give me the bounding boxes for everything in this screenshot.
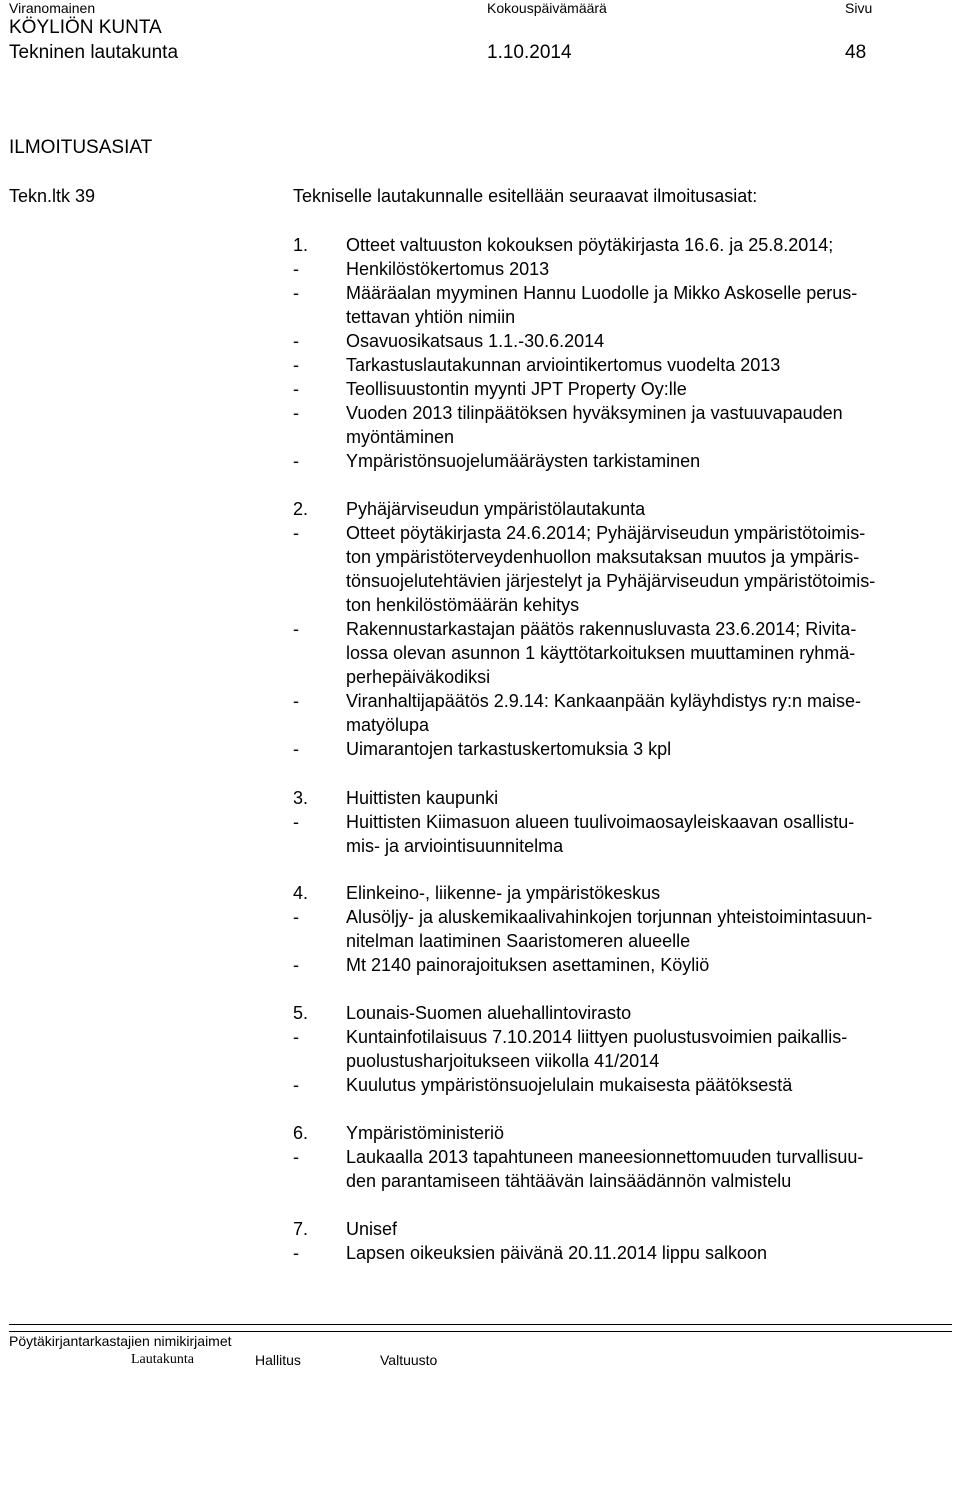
list-text: Kuulutus ympäristönsuojelulain mukaisesta päätöksestä — [346, 1075, 793, 1095]
list-text: lossa olevan asunnon 1 käyttötarkoituksen muuttaminen ryhmä- — [346, 643, 856, 663]
meeting-date: 1.10.2014 — [487, 42, 572, 63]
list-text: mis- ja arviointisuunnitelma — [346, 836, 564, 856]
footer-divider — [9, 1324, 952, 1325]
section-title: ILMOITUSASIAT — [9, 137, 153, 158]
list-item — [0, 449, 960, 473]
list-item — [0, 786, 960, 810]
list-dash: - — [293, 259, 299, 279]
list-item — [0, 377, 960, 401]
organization-name: KÖYLIÖN KUNTA — [9, 17, 162, 38]
list-item-continuation — [0, 1049, 960, 1073]
list-text: myöntäminen — [346, 427, 455, 447]
header-page-label: Sivu — [845, 0, 873, 16]
list-item — [0, 1001, 960, 1025]
list-text: Elinkeino-, liikenne- ja ympäristökeskus — [346, 883, 661, 903]
footer-col-lautakunta: Lautakunta — [131, 1352, 194, 1367]
list-text: Otteet pöytäkirjasta 24.6.2014; Pyhäjärviseudun ympäristötoimis- — [346, 523, 866, 543]
list-item — [0, 353, 960, 377]
list-text: Pyhäjärviseudun ympäristölautakunta — [346, 499, 646, 519]
list-item — [0, 881, 960, 905]
list-text: Otteet valtuuston kokouksen pöytäkirjasta 16.6. ja 25.8.2014; — [346, 235, 834, 255]
list-item — [0, 737, 960, 761]
list-text: tettavan yhtiön nimiin — [346, 307, 516, 327]
list-number: 6. — [293, 1123, 309, 1143]
footer-col-valtuusto: Valtuusto — [380, 1352, 438, 1368]
list-text: Kuntainfotilaisuus 7.10.2014 liittyen puolustusvoimien paikallis- — [346, 1027, 848, 1047]
list-text: nitelman laatiminen Saaristomeren alueelle — [346, 931, 691, 951]
list-dash: - — [293, 739, 299, 759]
list-item — [0, 233, 960, 257]
list-item — [0, 1121, 960, 1145]
list-text: Mt 2140 painorajoituksen asettaminen, Köyliö — [346, 955, 710, 975]
list-text: ton ympäristöterveydenhuollon maksutaksan muutos ja ympäris- — [346, 547, 860, 567]
list-item-continuation — [0, 305, 960, 329]
list-dash: - — [293, 1075, 299, 1095]
list-item-continuation — [0, 834, 960, 858]
list-item-continuation — [0, 545, 960, 569]
list-text: ton henkilöstömäärän kehitys — [346, 595, 580, 615]
list-item — [0, 329, 960, 353]
list-dash: - — [293, 451, 299, 471]
list-item-continuation — [0, 641, 960, 665]
page-number: 48 — [845, 42, 867, 63]
list-text: Rakennustarkastajan päätös rakennusluvasta 23.6.2014; Rivita- — [346, 619, 857, 639]
list-text: Uimarantojen tarkastuskertomuksia 3 kpl — [346, 739, 672, 759]
list-text: matyölupa — [346, 715, 430, 735]
list-dash: - — [293, 523, 299, 543]
list-dash: - — [293, 907, 299, 927]
list-item — [0, 1241, 960, 1265]
list-item — [0, 953, 960, 977]
list-text: Alusöljy- ja aluskemikaalivahinkojen torjunnan yhteistoimintasuun- — [346, 907, 873, 927]
list-item — [0, 497, 960, 521]
list-dash: - — [293, 1027, 299, 1047]
header-authority-label: Viranomainen — [9, 0, 96, 16]
list-text: Lounais-Suomen aluehallintovirasto — [346, 1003, 632, 1023]
list-text: Lapsen oikeuksien päivänä 20.11.2014 lippu salkoon — [346, 1243, 767, 1263]
list-dash: - — [293, 355, 299, 375]
list-item-continuation — [0, 665, 960, 689]
list-item — [0, 1145, 960, 1169]
list-dash: - — [293, 955, 299, 975]
list-text: Unisef — [346, 1219, 398, 1239]
list-dash: - — [293, 619, 299, 639]
list-text: Huittisten Kiimasuon alueen tuulivoimaosayleiskaavan osallistu- — [346, 812, 855, 832]
list-text: Ympäristöministeriö — [346, 1123, 505, 1143]
list-dash: - — [293, 1243, 299, 1263]
list-text: Henkilöstökertomus 2013 — [346, 259, 550, 279]
list-item-continuation — [0, 425, 960, 449]
list-dash: - — [293, 691, 299, 711]
list-item — [0, 521, 960, 545]
list-item-continuation — [0, 713, 960, 737]
list-item — [0, 1073, 960, 1097]
list-text: Viranhaltijapäätös 2.9.14: Kankaanpään kyläyhdistys ry:n maise- — [346, 691, 861, 711]
item-reference: Tekn.ltk 39 — [9, 186, 96, 206]
list-dash: - — [293, 283, 299, 303]
header-date-label: Kokouspäivämäärä — [487, 0, 607, 16]
list-dash: - — [293, 812, 299, 832]
list-number: 4. — [293, 883, 309, 903]
list-text: Osavuosikatsaus 1.1.-30.6.2014 — [346, 331, 605, 351]
list-text: den parantamiseen tähtäävän lainsäädännön valmistelu — [346, 1171, 792, 1191]
list-dash: - — [293, 1147, 299, 1167]
footer-title: Pöytäkirjantarkastajien nimikirjaimet — [9, 1333, 232, 1349]
list-text: perhepäiväkodiksi — [346, 667, 491, 687]
authority-name: Tekninen lautakunta — [9, 42, 179, 63]
list-text: Ympäristönsuojelumääräysten tarkistaminen — [346, 451, 701, 471]
list-number: 1. — [293, 235, 309, 255]
list-dash: - — [293, 403, 299, 423]
list-text: Laukaalla 2013 tapahtuneen maneesionnettomuuden turvallisuu- — [346, 1147, 864, 1167]
list-item — [0, 689, 960, 713]
list-text: tönsuojelutehtävien järjestelyt ja Pyhäjärviseudun ympäristötoimis- — [346, 571, 876, 591]
item-intro: Tekniselle lautakunnalle esitellään seuraavat ilmoitusasiat: — [293, 186, 758, 206]
list-dash: - — [293, 379, 299, 399]
footer-col-hallitus: Hallitus — [255, 1352, 301, 1368]
list-item — [0, 281, 960, 305]
list-dash: - — [293, 331, 299, 351]
list-item — [0, 617, 960, 641]
list-item-continuation — [0, 593, 960, 617]
list-text: Vuoden 2013 tilinpäätöksen hyväksyminen ja vastuuvapauden — [346, 403, 843, 423]
list-text: Huittisten kaupunki — [346, 788, 499, 808]
list-number: 2. — [293, 499, 309, 519]
list-text: Teollisuustontin myynti JPT Property Oy:lle — [346, 379, 687, 399]
list-item — [0, 257, 960, 281]
list-item — [0, 401, 960, 425]
list-item — [0, 1217, 960, 1241]
list-text: Tarkastuslautakunnan arviointikertomus vuodelta 2013 — [346, 355, 781, 375]
list-item-continuation — [0, 1169, 960, 1193]
list-text: puolustusharjoitukseen viikolla 41/2014 — [346, 1051, 660, 1071]
list-item — [0, 905, 960, 929]
list-text: Määräalan myyminen Hannu Luodolle ja Mikko Askoselle perus- — [346, 283, 858, 303]
list-number: 7. — [293, 1219, 309, 1239]
list-number: 5. — [293, 1003, 309, 1023]
list-number: 3. — [293, 788, 309, 808]
list-item-continuation — [0, 569, 960, 593]
list-item-continuation — [0, 929, 960, 953]
list-item — [0, 1025, 960, 1049]
list-item — [0, 810, 960, 834]
